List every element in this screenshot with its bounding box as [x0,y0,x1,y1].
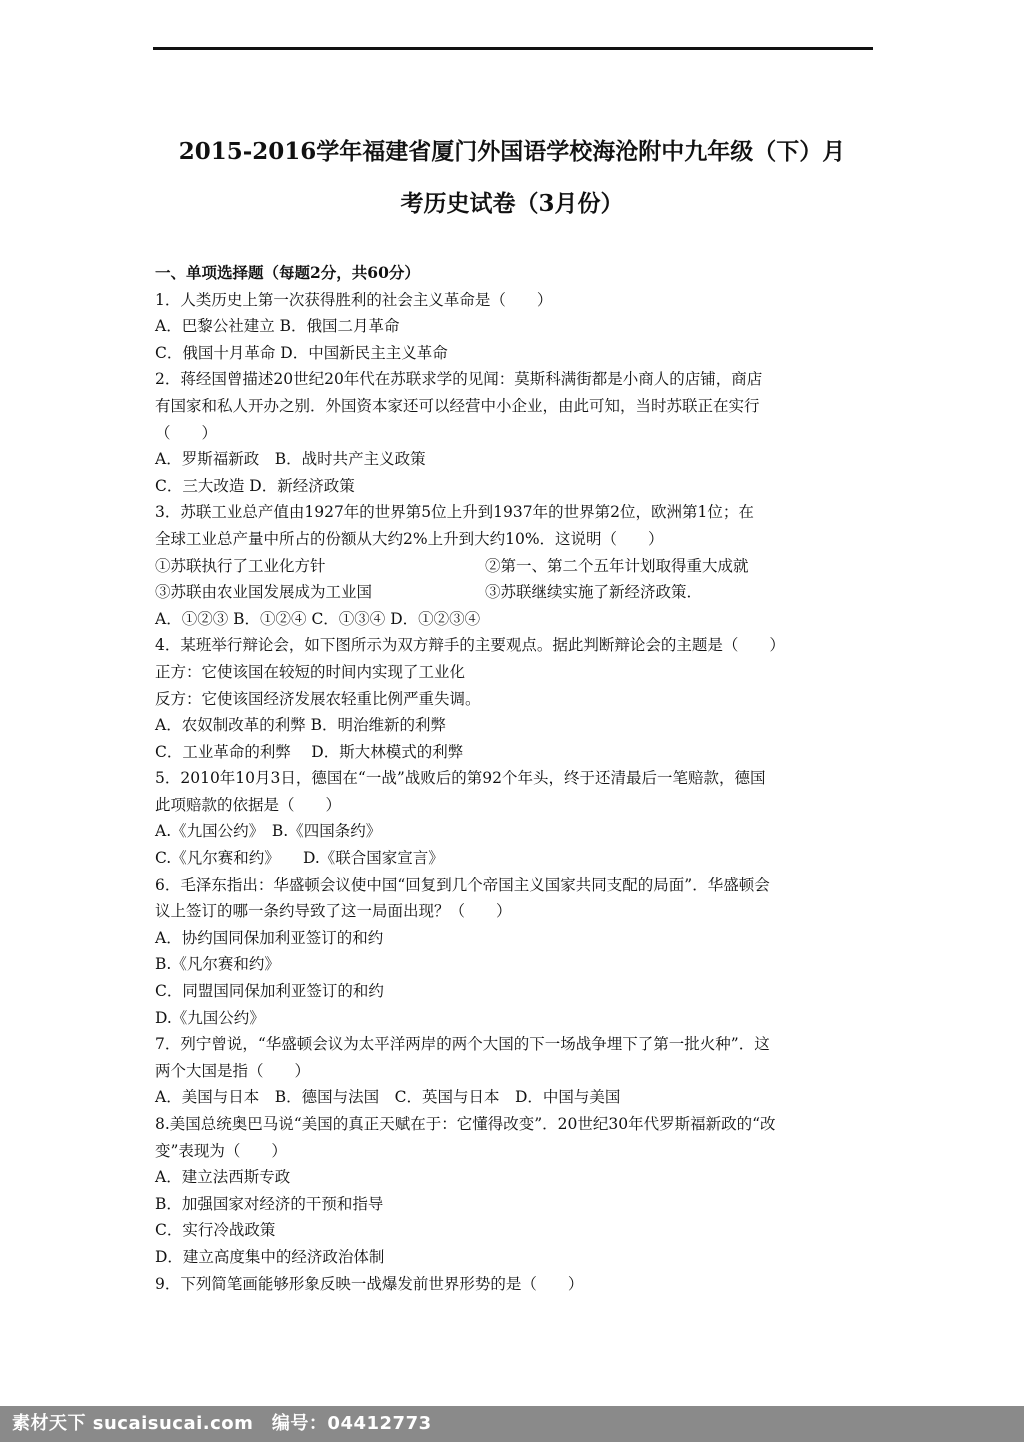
q3-option: ③苏联由农业国发展成为工业国 [155,583,373,602]
text-line: C．工业革命的利弊 D．斯大林模式的利弊 [155,742,464,761]
text-line: 变”表现为（ ） [155,1141,287,1160]
text-line: C．俄国十月革命 D．中国新民主主义革命 [155,343,448,362]
text-line: B．加强国家对经济的干预和指导 [155,1194,384,1213]
text-line: 6．毛泽东指出：华盛顿会议使中国“回复到几个帝国主义国家共同支配的局面”．华盛顿会 [155,875,770,894]
text-line: D．建立高度集中的经济政治体制 [155,1247,385,1266]
text-line: 反方：它使该国经济发展农轻重比例严重失调。 [155,689,481,708]
text-line: A．罗斯福新政 B．战时共产主义政策 [155,450,426,469]
q3-options-row-2 [155,579,875,606]
section-heading: 一、单项选择题（每题2分，共60分） [155,263,420,282]
text-line: 1．人类历史上第一次获得胜利的社会主义革命是（ ） [155,290,553,309]
text-line: 2．蒋经国曾描述20世纪20年代在苏联求学的见闻：莫斯科满街都是小商人的店铺，商店 [155,370,763,389]
text-line: （ ） [155,423,218,442]
text-line: 有国家和私人开办之别．外国资本家还可以经营中小企业，由此可知，当时苏联正在实行 [155,396,760,415]
question-body [155,260,875,1297]
watermark-banner: 素材天下 sucaisucai.com 编号：04412773 [0,1406,1024,1442]
text-line: A．协约国同保加利亚签订的和约 [155,928,384,947]
text-line: 议上签订的哪一条约导致了这一局面出现？（ ） [155,902,512,921]
text-line: 正方：它使该国在较短的时间内实现了工业化 [155,662,466,681]
text-line: D.《九国公约》 [155,1008,265,1027]
text-line: C．实行冷战政策 [155,1221,276,1240]
text-line: C.《凡尔赛和约》 D.《联合国家宣言》 [155,849,444,868]
q3-option: ②第一、第二个五年计划取得重大成就 [485,556,749,575]
text-line: 两个大国是指（ ） [155,1061,311,1080]
text-line: 此项赔款的依据是（ ） [155,795,342,814]
text-line: C．同盟国同保加利亚签订的和约 [155,982,384,1001]
text-line: A．农奴制改革的利弊 B．明治维新的利弊 [155,716,447,735]
text-line: 4．某班举行辩论会，如下图所示为双方辩手的主要观点。据此判断辩论会的主题是（ ） [155,636,785,655]
text-line: A.《九国公约》 B.《四国条约》 [155,822,382,841]
text-line: 3．苏联工业总产值由1927年的世界第5位上升到1937年的世界第2位，欧洲第1位；在 [155,503,754,522]
text-line: A．建立法西斯专政 [155,1168,291,1187]
top-rule [153,47,873,50]
text-line: 7．列宁曾说，“华盛顿会议为太平洋两岸的两个大国的下一场战争埋下了第一批火种”．这 [155,1035,770,1054]
exam-title-line-1: 2015-2016学年福建省厦门外国语学校海沧附中九年级（下）月 [178,138,846,165]
text-line: A．美国与日本 B．德国与法国 C．英国与日本 D．中国与美国 [155,1088,621,1107]
text-line: 8.美国总统奥巴马说“美国的真正天赋在于：它懂得改变”．20世纪30年代罗斯福新政的“改 [155,1115,776,1133]
text-line: A．巴黎公社建立 B．俄国二月革命 [155,317,400,336]
text-line: 9．下列简笔画能够形象反映一战爆发前世界形势的是（ ） [155,1274,584,1293]
q3-option: ①苏联执行了工业化方针 [155,556,326,575]
q3-options-row-1 [155,553,875,580]
text-line: C．三大改造 D．新经济政策 [155,476,355,495]
text-line: 全球工业总产量中所占的份额从大约2%上升到大约10%．这说明（ ） [155,529,664,548]
text-line: 5．2010年10月3日，德国在“一战”战败后的第92个年头，终于还清最后一笔赔款，德国 [155,769,766,788]
text-line: A．①②③ B．①②④ C．①③④ D．①②③④ [155,609,481,628]
text-line: B.《凡尔赛和约》 [155,955,280,974]
q3-option: ③苏联继续实施了新经济政策． [485,583,703,602]
exam-title-line-2: 考历史试卷（3月份） [400,190,624,217]
